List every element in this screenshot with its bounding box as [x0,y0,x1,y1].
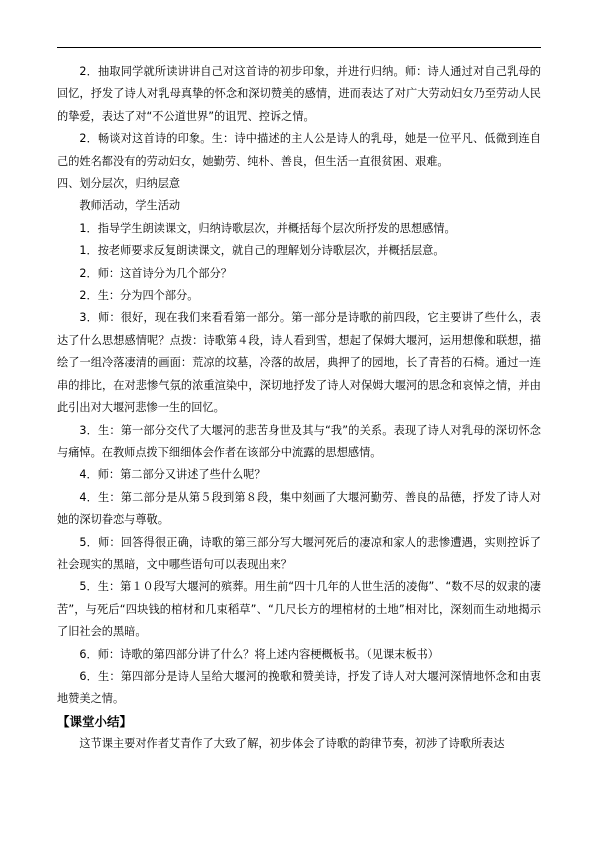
paragraph: 2．畅谈对这首诗的印象。生：诗中描述的主人公是诗人的乳母，她是一位平凡、低微到连自己的姓名都没有的劳动妇女，她勤劳、纯朴、善良，但生活一直很贫困、艰难。 [57,132,541,168]
paragraph: 3．生：第一部分交代了大堰河的悲苦身世及其与“我”的关系。表现了诗人对乳母的深切怀念与痛悼。在教师点拨下细细体会作者在该部分中流露的思想感情。 [57,423,541,459]
section-heading-step-four: 四、划分层次，归纳层意 [57,177,181,191]
paragraph: 6．师：诗歌的第四部分讲了什么？将上述内容梗概板书。（见课末板书） [79,647,439,661]
paragraph: 1．指导学生朗读课文，归纳诗歌层次，并概括每个层次所抒发的思想感情。 [79,221,456,235]
paragraph: 1．按老师要求反复朗读课文，就自己的理解划分诗歌层次，并概括层意。 [79,244,445,258]
paragraph: 2．生：分为四个部分。 [79,289,199,303]
paragraph: 这节课主要对作者艾青作了大致了解，初步体会了诗歌的韵律节奏，初涉了诗歌所表达 [79,737,505,751]
paragraph: 6．生：第四部分是诗人呈给大堰河的挽歌和赞美诗，抒发了诗人对大堰河深情地怀念和由衷地赞美之情。 [57,669,541,706]
section-heading-summary: 【课堂小结】 [57,713,133,729]
paragraph: 2．抽取同学就所读讲讲自己对这首诗的初步印象，并进行归纳。师：诗人通过对自己乳母的回忆，抒发了诗人对乳母真挚的怀念和深切赞美的感情，进而表达了对广大劳动妇女乃至劳动人民的挚爱，表达了对“不公道世界”的诅咒、控诉之情。 [57,65,541,123]
document-body [57,61,541,756]
header-rule [57,47,541,48]
activity-label: 教师活动，学生活动 [79,199,181,213]
paragraph: 4．师：第二部分又讲述了些什么呢？ [79,468,266,482]
paragraph: 2．师：这首诗分为几个部分？ [79,266,232,280]
paragraph: 5．师：回答得很正确，诗歌的第三部分写大堰河死后的凄凉和家人的悲惨遭遇，实则控诉了社会现实的黑暗，文中哪些语句可以表现出来？ [57,535,541,571]
paragraph: 3．师：很好，现在我们来看看第一部分。第一部分是诗歌的前四段，它主要讲了些什么，表达了什么思想感情呢？点拨：诗歌第４段，诗人看到雪，想起了保姆大堰河，运用想像和联想，描绘了一组冷落凄清的画面：荒凉的坟墓，冷落的故居，典押了的园地，长了青苔的石椅。通过一连串的排比，在对悲惨气氛的浓重渲染中，深切地抒发了诗人对保姆大堰河的思念和哀悼之情，并由此引出对大堰河悲惨一生的回忆。 [57,311,541,415]
paragraph: 4．生：第二部分是从第５段到第８段，集中刻画了大堰河勤劳、善良的品德，抒发了诗人对她的深切眷恋与尊敬。 [57,490,541,527]
paragraph: 5．生：第１０段写大堰河的殡葬。用生前“四十几年的人世生活的凌侮”、“数不尽的奴隶的凄苦”，与死后“四块钱的棺材和几束稻草”、“几尺长方的埋棺材的土地”相对比，深刻而生动地揭示了旧社会的黑暗。 [57,580,541,639]
